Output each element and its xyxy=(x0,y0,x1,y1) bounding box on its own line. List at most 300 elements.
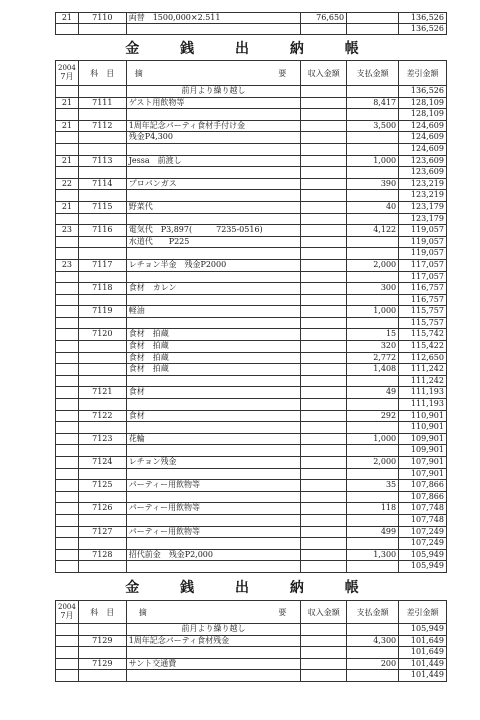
table-row xyxy=(56,457,447,469)
row-description: 両替 1500,000×2.511 xyxy=(126,13,301,24)
table-row xyxy=(56,647,447,659)
row-description xyxy=(126,248,301,260)
row-code: 7110 xyxy=(78,13,126,24)
row-code xyxy=(78,213,126,225)
row-description: 野菜代 xyxy=(126,201,301,213)
row-balance: 123,179 xyxy=(399,201,447,213)
row-expense xyxy=(347,167,399,179)
row-description: 食材 カレン xyxy=(126,283,301,295)
table-row xyxy=(56,248,447,260)
row-balance: 117,057 xyxy=(399,271,447,283)
row-description: 1周年記念パーティ食材手付け金 xyxy=(126,120,301,132)
ledger1-title: 金 銭 出 納 帳 xyxy=(125,41,377,57)
row-date xyxy=(56,410,79,422)
row-balance: 115,742 xyxy=(399,329,447,341)
row-code xyxy=(78,538,126,550)
header-balance: 差引金額 xyxy=(399,601,447,624)
table-row xyxy=(56,387,447,399)
row-description: レチョン残金 xyxy=(126,457,301,469)
table-row xyxy=(56,480,447,492)
row-description xyxy=(126,399,301,411)
row-description xyxy=(126,213,301,225)
row-expense: 1,000 xyxy=(347,306,399,318)
table-row xyxy=(56,225,447,237)
row-date xyxy=(56,433,79,445)
table-row xyxy=(56,561,447,573)
row-balance: 136,526 xyxy=(399,86,447,98)
row-expense xyxy=(347,561,399,573)
row-expense: 118 xyxy=(347,503,399,515)
row-expense: 15 xyxy=(347,329,399,341)
row-expense xyxy=(347,190,399,202)
row-expense xyxy=(347,132,399,144)
table-row xyxy=(56,271,447,283)
ledger2-table xyxy=(55,600,447,682)
table-row xyxy=(56,259,447,271)
row-code xyxy=(78,670,126,682)
row-code xyxy=(78,86,126,98)
row-code: 7117 xyxy=(78,259,126,271)
table-row xyxy=(56,294,447,306)
table-row xyxy=(56,624,447,636)
row-description: 前月より繰り越し xyxy=(126,86,301,98)
row-income xyxy=(301,341,347,353)
row-code: 7111 xyxy=(78,97,126,109)
table-row xyxy=(56,538,447,550)
row-expense xyxy=(347,445,399,457)
row-description xyxy=(126,561,301,573)
row-expense: 1,300 xyxy=(347,549,399,561)
row-code xyxy=(78,624,126,636)
row-income xyxy=(301,225,347,237)
row-code xyxy=(78,514,126,526)
row-balance: 116,757 xyxy=(399,294,447,306)
table-row xyxy=(56,329,447,341)
row-date xyxy=(56,549,79,561)
row-date xyxy=(56,341,79,353)
row-income xyxy=(301,306,347,318)
row-expense: 2,772 xyxy=(347,352,399,364)
table-row xyxy=(56,549,447,561)
row-code: 7121 xyxy=(78,387,126,399)
row-date xyxy=(56,538,79,550)
table-row xyxy=(56,468,447,480)
row-description: 食材 xyxy=(126,410,301,422)
row-code: 7126 xyxy=(78,503,126,515)
ledger1-table xyxy=(55,60,447,573)
row-expense: 4,300 xyxy=(347,635,399,647)
row-description: 招代前金 残金P2,000 xyxy=(126,549,301,561)
row-income xyxy=(301,317,347,329)
row-date xyxy=(56,491,79,503)
table-row xyxy=(56,375,447,387)
table-row xyxy=(56,109,447,121)
row-code xyxy=(78,491,126,503)
row-income xyxy=(301,399,347,411)
row-expense xyxy=(347,24,399,35)
row-code: 7128 xyxy=(78,549,126,561)
row-code: 7123 xyxy=(78,433,126,445)
row-code: 7119 xyxy=(78,306,126,318)
row-description: パーティー用飲物等 xyxy=(126,503,301,515)
row-balance: 124,609 xyxy=(399,132,447,144)
row-income xyxy=(301,468,347,480)
row-description xyxy=(126,538,301,550)
row-income xyxy=(301,364,347,376)
row-expense: 1,000 xyxy=(347,155,399,167)
row-code xyxy=(78,190,126,202)
row-code: 7129 xyxy=(78,635,126,647)
row-code xyxy=(78,341,126,353)
row-expense xyxy=(347,399,399,411)
row-description xyxy=(126,24,301,35)
row-income xyxy=(301,167,347,179)
row-income xyxy=(301,201,347,213)
row-description xyxy=(126,422,301,434)
row-income xyxy=(301,624,347,636)
row-balance: 119,057 xyxy=(399,236,447,248)
row-expense xyxy=(347,624,399,636)
row-description xyxy=(126,445,301,457)
row-description: パーティー用飲物等 xyxy=(126,526,301,538)
table-row xyxy=(56,399,447,411)
header-desc-right: 要 xyxy=(278,68,287,78)
header-balance: 差引金額 xyxy=(399,61,447,86)
row-code xyxy=(78,109,126,121)
row-code xyxy=(78,143,126,155)
table-row xyxy=(56,13,447,24)
table-row xyxy=(56,236,447,248)
row-expense: 49 xyxy=(347,387,399,399)
top-ledger-body xyxy=(56,13,447,35)
row-expense xyxy=(347,468,399,480)
row-income xyxy=(301,294,347,306)
row-description xyxy=(126,514,301,526)
row-description xyxy=(126,167,301,179)
row-code xyxy=(78,271,126,283)
row-description: 水道代 P225 xyxy=(126,236,301,248)
ledger1-body xyxy=(56,86,447,573)
table-row xyxy=(56,178,447,190)
row-code: 7112 xyxy=(78,120,126,132)
row-balance: 123,219 xyxy=(399,178,447,190)
row-code xyxy=(78,422,126,434)
row-income xyxy=(301,271,347,283)
row-date xyxy=(56,143,79,155)
row-description xyxy=(126,190,301,202)
row-income xyxy=(301,190,347,202)
row-income xyxy=(301,120,347,132)
row-date xyxy=(56,329,79,341)
row-income xyxy=(301,491,347,503)
header-desc xyxy=(126,601,301,624)
table-row xyxy=(56,635,447,647)
row-income xyxy=(301,561,347,573)
table-row xyxy=(56,317,447,329)
row-income xyxy=(301,213,347,225)
row-expense: 2,000 xyxy=(347,457,399,469)
table-row xyxy=(56,658,447,670)
row-balance: 107,866 xyxy=(399,491,447,503)
table-row xyxy=(56,445,447,457)
row-code: 7115 xyxy=(78,201,126,213)
row-income xyxy=(301,143,347,155)
header-year: 2004 xyxy=(58,603,76,611)
row-balance: 110,901 xyxy=(399,410,447,422)
row-balance: 107,249 xyxy=(399,526,447,538)
row-income xyxy=(301,658,347,670)
row-balance: 109,901 xyxy=(399,433,447,445)
table-row xyxy=(56,155,447,167)
row-date xyxy=(56,670,79,682)
table-row xyxy=(56,97,447,109)
header-code: 科 目 xyxy=(78,61,126,86)
row-date: 22 xyxy=(56,178,79,190)
row-expense: 2,000 xyxy=(347,259,399,271)
table-row xyxy=(56,410,447,422)
row-expense xyxy=(347,213,399,225)
row-date xyxy=(56,635,79,647)
row-expense xyxy=(347,317,399,329)
row-income xyxy=(301,433,347,445)
row-date xyxy=(56,480,79,492)
row-income xyxy=(301,670,347,682)
row-income xyxy=(301,480,347,492)
header-date xyxy=(56,601,79,624)
row-code xyxy=(78,468,126,480)
row-expense xyxy=(347,538,399,550)
row-date: 23 xyxy=(56,259,79,271)
row-description: 花輪 xyxy=(126,433,301,445)
row-income xyxy=(301,387,347,399)
row-expense: 3,500 xyxy=(347,120,399,132)
row-expense: 8,417 xyxy=(347,97,399,109)
row-date xyxy=(56,561,79,573)
row-date xyxy=(56,624,79,636)
row-code xyxy=(78,236,126,248)
row-date xyxy=(56,352,79,364)
table-row xyxy=(56,306,447,318)
row-code: 7129 xyxy=(78,658,126,670)
header-desc-right: 要 xyxy=(278,607,287,617)
row-description: 食材 拍蔵 xyxy=(126,341,301,353)
row-description xyxy=(126,491,301,503)
row-income xyxy=(301,549,347,561)
table-row xyxy=(56,670,447,682)
top-ledger-fragment xyxy=(55,12,447,35)
row-description: 残金P4,300 xyxy=(126,132,301,144)
row-date xyxy=(56,445,79,457)
row-balance: 124,609 xyxy=(399,120,447,132)
row-code: 7122 xyxy=(78,410,126,422)
row-date xyxy=(56,468,79,480)
row-code: 7116 xyxy=(78,225,126,237)
row-date xyxy=(56,422,79,434)
header-month: 7月 xyxy=(60,72,74,81)
header-desc xyxy=(126,61,301,86)
row-description: ゲスト用飲物等 xyxy=(126,97,301,109)
row-date xyxy=(56,457,79,469)
row-balance: 136,526 xyxy=(399,13,447,24)
row-balance: 107,748 xyxy=(399,503,447,515)
table-row xyxy=(56,526,447,538)
row-date xyxy=(56,167,79,179)
row-date xyxy=(56,24,79,35)
header-desc-left: 摘 xyxy=(134,68,143,78)
row-date xyxy=(56,503,79,515)
row-income xyxy=(301,422,347,434)
table-row xyxy=(56,491,447,503)
row-expense xyxy=(347,514,399,526)
row-description xyxy=(126,375,301,387)
row-date xyxy=(56,248,79,260)
table-row xyxy=(56,422,447,434)
row-income xyxy=(301,647,347,659)
table-row xyxy=(56,364,447,376)
row-expense xyxy=(347,491,399,503)
row-date xyxy=(56,213,79,225)
row-date: 21 xyxy=(56,120,79,132)
row-balance: 107,866 xyxy=(399,480,447,492)
row-date xyxy=(56,271,79,283)
row-balance: 115,422 xyxy=(399,341,447,353)
row-date xyxy=(56,294,79,306)
row-income xyxy=(301,329,347,341)
row-description: 軽油 xyxy=(126,306,301,318)
row-expense xyxy=(347,109,399,121)
row-balance: 123,609 xyxy=(399,155,447,167)
row-income xyxy=(301,283,347,295)
table-row xyxy=(56,514,447,526)
header-income: 収入金額 xyxy=(301,601,347,624)
row-balance: 111,242 xyxy=(399,364,447,376)
row-income xyxy=(301,97,347,109)
row-expense xyxy=(347,86,399,98)
row-expense: 4,122 xyxy=(347,225,399,237)
table-row xyxy=(56,433,447,445)
table-row xyxy=(56,201,447,213)
row-description: プロパンガス xyxy=(126,178,301,190)
row-description xyxy=(126,294,301,306)
row-balance: 101,449 xyxy=(399,658,447,670)
row-code xyxy=(78,364,126,376)
table-row xyxy=(56,341,447,353)
row-code: 7125 xyxy=(78,480,126,492)
row-expense xyxy=(347,422,399,434)
row-code: 7124 xyxy=(78,457,126,469)
row-code xyxy=(78,294,126,306)
row-date: 21 xyxy=(56,155,79,167)
row-date: 21 xyxy=(56,13,79,24)
table-row xyxy=(56,283,447,295)
table-row xyxy=(56,503,447,515)
row-code xyxy=(78,647,126,659)
row-balance: 119,057 xyxy=(399,248,447,260)
row-code xyxy=(78,132,126,144)
row-balance: 101,649 xyxy=(399,635,447,647)
row-code xyxy=(78,317,126,329)
table-row xyxy=(56,190,447,202)
row-date: 21 xyxy=(56,201,79,213)
row-balance: 123,179 xyxy=(399,213,447,225)
row-code xyxy=(78,352,126,364)
row-date xyxy=(56,514,79,526)
row-description xyxy=(126,109,301,121)
row-balance: 115,757 xyxy=(399,317,447,329)
row-balance: 123,219 xyxy=(399,190,447,202)
header-code: 科 目 xyxy=(78,601,126,624)
row-balance: 112,650 xyxy=(399,352,447,364)
row-balance: 128,109 xyxy=(399,97,447,109)
row-date xyxy=(56,306,79,318)
row-date xyxy=(56,317,79,329)
row-code xyxy=(78,375,126,387)
row-expense xyxy=(347,143,399,155)
row-expense: 320 xyxy=(347,341,399,353)
header-income: 収入金額 xyxy=(301,61,347,86)
row-code xyxy=(78,399,126,411)
row-code: 7120 xyxy=(78,329,126,341)
row-expense: 300 xyxy=(347,283,399,295)
table-row xyxy=(56,86,447,98)
row-code: 7113 xyxy=(78,155,126,167)
row-income xyxy=(301,526,347,538)
row-balance: 107,249 xyxy=(399,538,447,550)
row-description: 前月より繰り越し xyxy=(126,624,301,636)
row-description xyxy=(126,670,301,682)
row-balance: 107,748 xyxy=(399,514,447,526)
row-description: レチョン半金 残金P2000 xyxy=(126,259,301,271)
row-code: 7118 xyxy=(78,283,126,295)
row-balance: 107,901 xyxy=(399,468,447,480)
row-description xyxy=(126,143,301,155)
row-date xyxy=(56,109,79,121)
row-description: パーティー用飲物等 xyxy=(126,480,301,492)
row-income xyxy=(301,109,347,121)
header-year: 2004 xyxy=(58,64,76,72)
row-date xyxy=(56,236,79,248)
table-row xyxy=(56,167,447,179)
row-expense: 1,408 xyxy=(347,364,399,376)
table-row xyxy=(56,120,447,132)
row-date xyxy=(56,647,79,659)
row-income xyxy=(301,410,347,422)
row-expense xyxy=(347,294,399,306)
row-income xyxy=(301,445,347,457)
row-description xyxy=(126,271,301,283)
table-row xyxy=(56,143,447,155)
row-date: 21 xyxy=(56,97,79,109)
row-expense: 40 xyxy=(347,201,399,213)
row-balance: 123,609 xyxy=(399,167,447,179)
row-description: 電気代 P3,897( 7235-0516) xyxy=(126,225,301,237)
row-date xyxy=(56,190,79,202)
row-description: 食材 拍蔵 xyxy=(126,364,301,376)
row-balance: 136,526 xyxy=(399,24,447,35)
header-expense: 支払金額 xyxy=(347,601,399,624)
row-expense xyxy=(347,647,399,659)
row-balance: 111,193 xyxy=(399,399,447,411)
row-code xyxy=(78,24,126,35)
row-expense: 35 xyxy=(347,480,399,492)
row-balance: 105,949 xyxy=(399,624,447,636)
header-expense: 支払金額 xyxy=(347,61,399,86)
row-income xyxy=(301,457,347,469)
row-expense xyxy=(347,13,399,24)
row-expense: 499 xyxy=(347,526,399,538)
row-expense xyxy=(347,248,399,260)
row-balance: 105,949 xyxy=(399,561,447,573)
